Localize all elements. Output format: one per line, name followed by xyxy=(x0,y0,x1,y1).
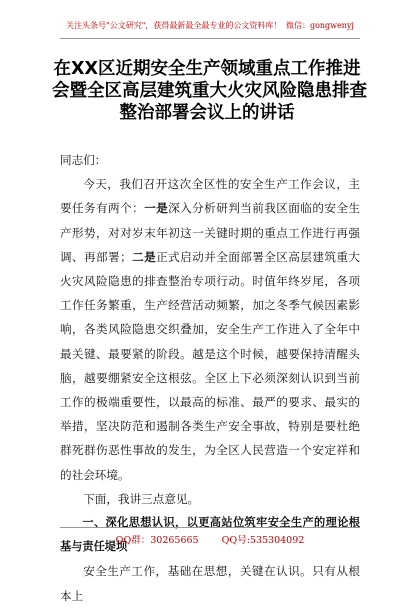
emphasis-first: 一是 xyxy=(144,201,169,216)
title-line: 会暨全区高层建筑重大火灾风险隐患排查 xyxy=(52,81,367,101)
para-text: 正式启动并全面部署全区高层建筑重大火灾风险隐患的排查整治专项行动。时值年终岁尾，各项工作任务繁重，生产经营活动频繁，加之冬季气候因素影响，各类风险隐患交织叠加，安全生产工作进入了全年中最关键、最要紧的阶段。越是这个时候，越要保持清醒头脑，越要绷紧安全这根弦。全区上下必须深刻认识到当前工作的极端重要性，以最高的标准、最严的要求、最实的举措，坚决防范和遏制各类生产安全事故，特别是要杜绝群死群伤恶性事故的发生，为全区人民营造一个安定祥和的社会环境。 xyxy=(60,249,360,482)
footer-qq-number: QQ号:535304092 xyxy=(221,535,305,546)
title-line: 在XX区近期安全生产领域重点工作推进 xyxy=(53,59,361,79)
document-title xyxy=(52,58,367,124)
emphasis-second: 二是 xyxy=(131,249,157,264)
transition-paragraph: 下面，我讲三点意见。 xyxy=(83,491,200,506)
opening-paragraph xyxy=(60,172,360,487)
greeting: 同志们： xyxy=(60,153,107,167)
banner-promo-text: 关注头条号"公文研究"，获得最新最全最专业的公文资料库！ xyxy=(66,21,282,30)
para-text: 深入分析研判当前我区面临的安全生产形势，对对岁末年初这一关键时期的重点工作进行再强调、再部署； xyxy=(60,201,360,264)
footer-qq-group: QQ群：30265665 xyxy=(115,535,199,546)
para-text: 今天，我们召开这次全区性的安全生产工作会议，主要任务有两个： xyxy=(60,177,360,216)
top-banner xyxy=(60,20,360,31)
title-line: 整治部署会议上的讲话 xyxy=(119,103,295,123)
footer xyxy=(60,532,360,546)
section-heading-1: 一、深化思想认识，以更高站位筑牢安全生产的理论根基与责任堤坝 xyxy=(60,516,360,554)
footer-divider xyxy=(60,527,360,528)
section-1-paragraph: 安全生产工作，基础在思想，关键在认识。只有从根本上 xyxy=(60,564,360,603)
banner-wechat-text: 微信：gongwenyj xyxy=(285,21,354,30)
header-divider xyxy=(60,38,360,39)
